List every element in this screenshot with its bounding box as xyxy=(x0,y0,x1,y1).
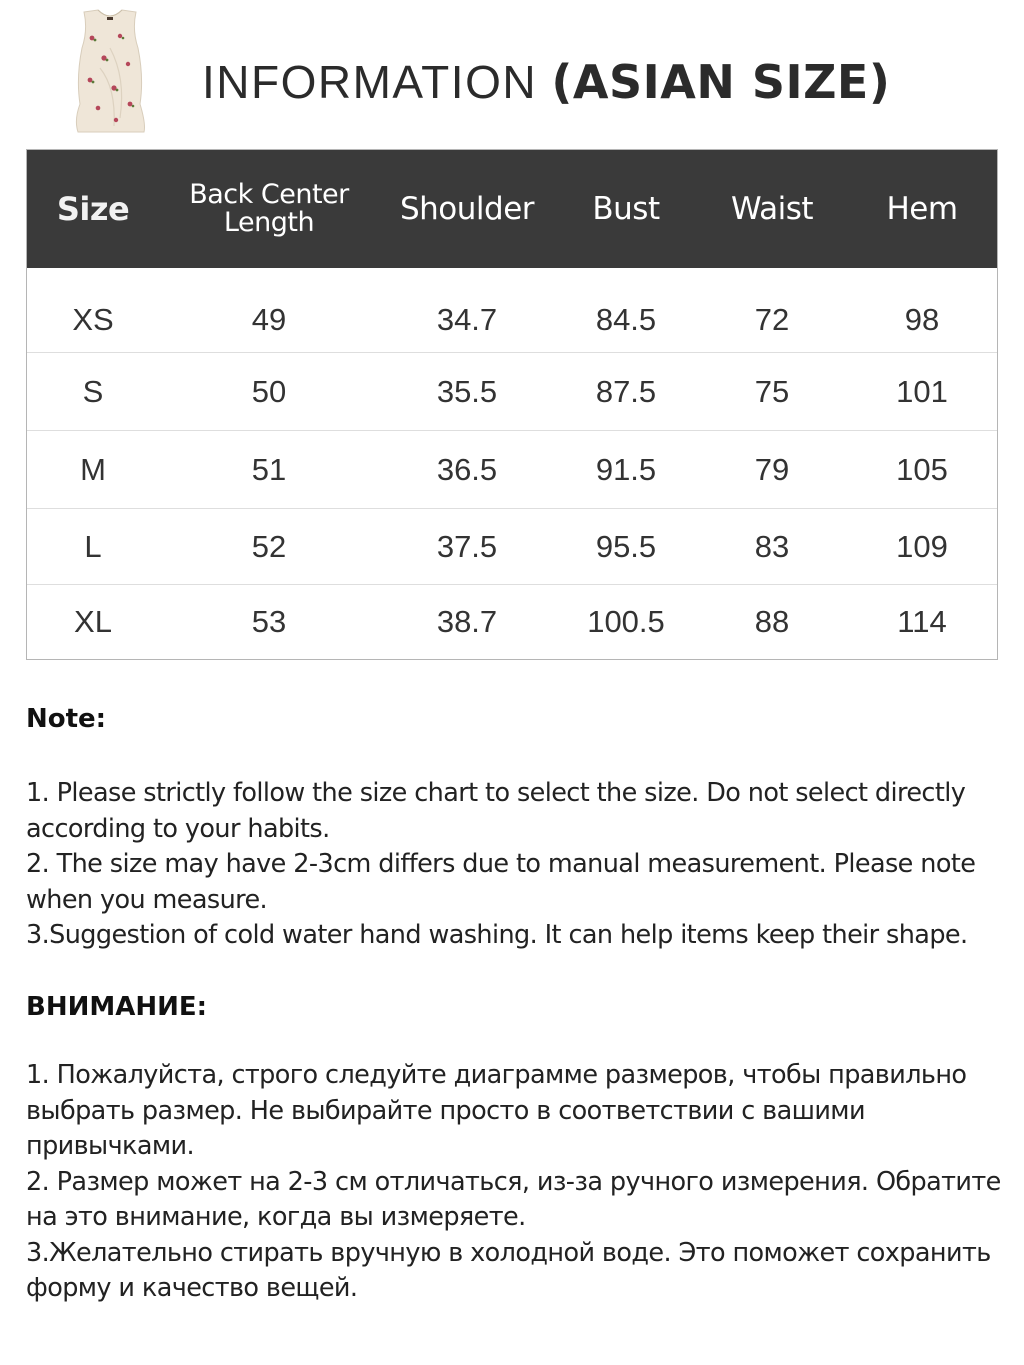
attention-item: 1. Пожалуйста, строго следуйте диаграмме размеров, чтобы правильно выбрать размер. Не выбирайте просто в соответствии с вашими привычками. xyxy=(26,1060,967,1161)
cell-size: XL xyxy=(74,604,112,639)
header-bust: Bust xyxy=(592,191,660,227)
cell-waist: 75 xyxy=(754,373,790,409)
cell-shoulder: 35.5 xyxy=(436,373,498,409)
header-waist: Waist xyxy=(730,191,814,227)
header-hem: Hem xyxy=(886,191,958,227)
cell-bust: 84.5 xyxy=(595,301,657,337)
table-header xyxy=(27,150,997,268)
cell-back-center-length: 52 xyxy=(251,528,287,564)
cell-back-center-length: 51 xyxy=(251,451,287,487)
cell-waist: 88 xyxy=(754,604,790,639)
cell-waist: 79 xyxy=(754,451,790,487)
attention-heading: ВНИМАНИЕ: xyxy=(26,992,208,1022)
header-back-center-length: Back Center Length xyxy=(189,179,349,238)
cell-bust: 95.5 xyxy=(595,528,657,564)
cell-back-center-length: 49 xyxy=(251,301,287,337)
cell-size: M xyxy=(80,451,106,487)
cell-hem: 109 xyxy=(896,528,948,564)
cell-waist: 72 xyxy=(754,301,790,337)
title-information: INFORMATION xyxy=(202,56,552,108)
note-item: 3.Suggestion of cold water hand washing. It can help items keep their shape. xyxy=(26,920,968,950)
title-asian-size: (ASIAN SIZE) xyxy=(551,55,891,109)
cell-shoulder: 37.5 xyxy=(436,528,498,564)
product-thumbnail-image xyxy=(70,8,150,136)
header-shoulder: Shoulder xyxy=(399,191,535,227)
cell-waist: 83 xyxy=(754,528,790,564)
page-title xyxy=(202,52,890,112)
cell-shoulder: 34.7 xyxy=(436,301,498,337)
header-size: Size xyxy=(56,190,130,228)
cell-bust: 100.5 xyxy=(587,604,665,639)
cell-size: XS xyxy=(72,301,114,337)
table-row xyxy=(27,509,997,585)
cell-size: S xyxy=(82,373,104,409)
cell-back-center-length: 53 xyxy=(251,604,287,639)
cell-shoulder: 38.7 xyxy=(436,604,498,639)
cell-back-center-length: 50 xyxy=(251,373,287,409)
cell-hem: 98 xyxy=(904,301,940,337)
size-chart-table xyxy=(26,149,998,660)
table-row xyxy=(27,353,997,431)
cell-bust: 87.5 xyxy=(595,373,657,409)
note-heading: Note: xyxy=(26,704,107,734)
cell-size: L xyxy=(84,528,102,564)
cell-hem: 105 xyxy=(896,451,948,487)
note-item: 2. The size may have 2-3cm differs due to manual measurement. Please note when you measure. xyxy=(26,849,976,915)
note-item: 1. Please strictly follow the size chart to select the size. Do not select directly according to your habits. xyxy=(26,778,966,844)
cell-hem: 101 xyxy=(896,373,948,409)
cell-hem: 114 xyxy=(897,604,947,639)
attention-item: 2. Размер может на 2-3 см отличаться, из-за ручного измерения. Обратите на это внимание, когда вы измеряете. xyxy=(26,1166,1001,1232)
table-row xyxy=(27,287,997,353)
attention-list xyxy=(26,1058,1001,1307)
attention-item: 3.Желательно стирать вручную в холодной воде. Это поможет сохранить форму и качество вещей. xyxy=(26,1237,991,1303)
table-row xyxy=(27,431,997,509)
note-list xyxy=(26,776,1001,954)
cell-shoulder: 36.5 xyxy=(436,451,498,487)
table-row xyxy=(27,585,997,659)
cell-bust: 91.5 xyxy=(595,451,657,487)
